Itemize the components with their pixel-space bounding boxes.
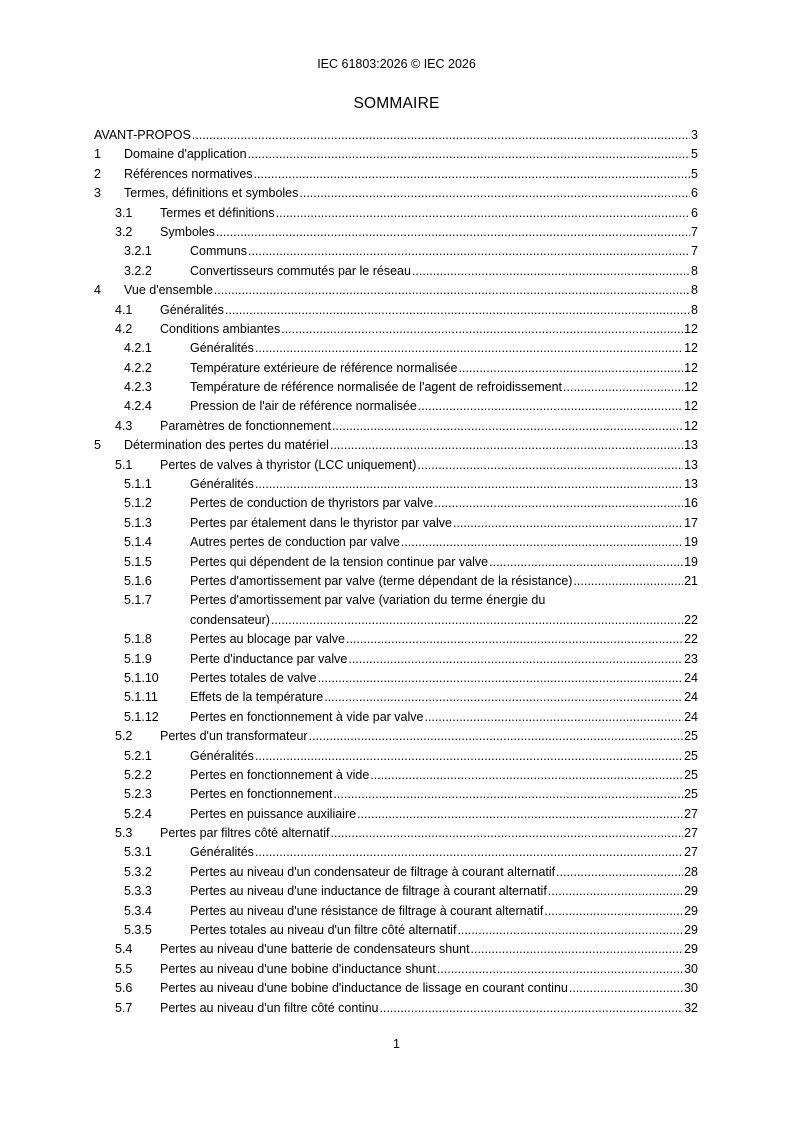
toc-entry-label [190, 669, 698, 688]
toc-entry-number: 5.1.12 [124, 709, 159, 724]
toc-entry-number: 4.2.1 [124, 341, 152, 356]
toc-entry-label [190, 553, 698, 572]
toc-entry-number: 3 [94, 186, 101, 201]
toc-entry-title: Détermination des pertes du matériel [124, 438, 329, 453]
toc-entry[interactable] [94, 727, 698, 746]
toc-entry-label [160, 727, 698, 746]
dot-leader [333, 785, 683, 804]
toc-entry[interactable] [94, 145, 698, 164]
toc-entry[interactable] [94, 281, 698, 300]
toc-entry-number: 5.2.3 [124, 787, 152, 802]
toc-entry-title: AVANT-PROPOS [94, 128, 191, 142]
dot-leader [357, 805, 683, 824]
toc-entry-label [190, 611, 698, 630]
toc-entry-page: 32 [684, 1000, 698, 1015]
toc-entry-number: 5.2 [115, 729, 133, 744]
toc-entry-page: 30 [684, 981, 698, 996]
toc-entry-label [190, 882, 698, 901]
toc-entry-title: Vue d'ensemble [124, 283, 213, 298]
toc-entry-title: Effets de la température [190, 690, 324, 705]
toc-entry-page: 22 [684, 612, 698, 627]
toc-entry-number: 5.1.5 [124, 554, 152, 569]
toc-entry-number: 5.1.3 [124, 515, 152, 530]
toc-entry-number: 3.2.2 [124, 263, 152, 278]
dot-leader [225, 301, 690, 320]
toc-entry-page: 19 [684, 554, 698, 569]
toc-entry[interactable] [94, 630, 698, 649]
toc-entry-title: Pertes au niveau d'une bobine d'inductance de lissage en courant continu [160, 981, 568, 996]
toc-entry-number: 5.6 [115, 981, 133, 996]
dot-leader [192, 126, 690, 145]
toc-entry-number: 4.2.2 [124, 360, 152, 375]
toc-entry-label [160, 417, 698, 436]
toc-entry-page: 21 [684, 573, 698, 588]
toc-entry[interactable] [94, 591, 698, 630]
toc-entry-page: 29 [684, 942, 698, 957]
toc-entry-page: 7 [691, 224, 698, 239]
toc-entry-number: 5.3.1 [124, 845, 152, 860]
toc-entry[interactable] [94, 708, 698, 727]
toc-entry-label [190, 688, 698, 707]
toc-entry-title: Pertes au niveau d'un condensateur de filtrage à courant alternatif [190, 864, 556, 879]
toc-entry-page: 7 [691, 244, 698, 259]
toc-entry-title: Température extérieure de référence normalisée [190, 360, 458, 375]
toc-entry-label [160, 301, 698, 320]
toc-entry[interactable] [94, 999, 698, 1018]
toc-entry-title: Communs [190, 244, 247, 259]
toc-entry-title: Pertes au niveau d'une résistance de filtrage à courant alternatif [190, 903, 544, 918]
dot-leader [248, 242, 690, 261]
toc-entry[interactable] [94, 320, 698, 339]
toc-entry[interactable] [94, 436, 698, 455]
toc-entry[interactable] [94, 126, 698, 145]
table-of-contents [94, 126, 698, 1018]
toc-entry-label [160, 979, 698, 998]
toc-entry-title: Pertes au blocage par valve [190, 632, 345, 647]
toc-entry-page: 24 [684, 709, 698, 724]
toc-entry-page: 27 [684, 826, 698, 841]
toc-entry[interactable] [94, 843, 698, 862]
toc-entry-page: 25 [684, 767, 698, 782]
toc-entry-label [190, 494, 698, 513]
toc-entry-label [190, 359, 698, 378]
dot-leader [556, 863, 683, 882]
toc-entry-page: 16 [684, 496, 698, 511]
dot-leader [544, 902, 683, 921]
toc-entry-label [124, 165, 698, 184]
toc-entry-label [124, 436, 698, 455]
toc-entry[interactable] [94, 359, 698, 378]
toc-entry-title: Pertes en fonctionnement à vide par valve [190, 709, 424, 724]
toc-entry-number: 5.1.8 [124, 632, 152, 647]
toc-entry-label [160, 940, 698, 959]
toc-entry-page: 27 [684, 845, 698, 860]
toc-entry-label [190, 514, 698, 533]
page-title: SOMMAIRE [353, 95, 440, 112]
toc-entry-page: 8 [691, 263, 698, 278]
toc-entry-number: 5.3 [115, 826, 133, 841]
toc-entry-number: 4.1 [115, 302, 133, 317]
toc-entry-label [190, 533, 698, 552]
toc-entry-number: 4.2.4 [124, 399, 152, 414]
toc-entry-number: 3.1 [115, 205, 133, 220]
toc-entry-page: 5 [691, 166, 698, 181]
dot-leader [271, 611, 683, 630]
toc-entry[interactable] [94, 262, 698, 281]
page-header: IEC 61803:2026 © IEC 2026 [317, 57, 476, 71]
toc-entry-label [190, 378, 698, 397]
toc-entry-page: 8 [691, 302, 698, 317]
toc-entry-title: Pertes en puissance auxiliaire [190, 806, 357, 821]
toc-entry-number: 5.2.4 [124, 806, 152, 821]
toc-entry-title: Généralités [190, 477, 254, 492]
toc-entry-number: 1 [94, 147, 101, 162]
dot-leader [401, 533, 683, 552]
toc-entry-title: Pertes au niveau d'une batterie de condensateurs shunt [160, 942, 470, 957]
toc-entry[interactable] [94, 204, 698, 223]
toc-entry-title: Généralités [190, 845, 254, 860]
toc-entry[interactable] [94, 553, 698, 572]
toc-entry-label [190, 843, 698, 862]
toc-entry-page: 12 [684, 321, 698, 336]
toc-entry-title: Convertisseurs commutés par le réseau [190, 263, 411, 278]
toc-entry-label [124, 145, 698, 164]
toc-entry-page: 24 [684, 690, 698, 705]
toc-entry[interactable] [94, 514, 698, 533]
toc-entry-label [160, 320, 698, 339]
dot-leader [417, 456, 683, 475]
toc-entry-number: 2 [94, 166, 101, 181]
dot-leader [324, 688, 683, 707]
toc-entry-page: 12 [684, 399, 698, 414]
toc-entry-page: 13 [684, 477, 698, 492]
dot-leader [471, 940, 684, 959]
toc-entry-label [190, 397, 698, 416]
dot-leader [255, 475, 683, 494]
toc-entry-label [190, 902, 698, 921]
dot-leader [418, 397, 683, 416]
toc-entry-number: 5.1.9 [124, 651, 152, 666]
dot-leader [563, 378, 683, 397]
toc-entry-number: 5.1.10 [124, 670, 159, 685]
toc-entry[interactable] [94, 979, 698, 998]
toc-entry[interactable] [94, 572, 698, 591]
toc-entry-title: Domaine d'application [124, 147, 247, 162]
toc-entry-label [190, 708, 698, 727]
toc-entry-page: 25 [684, 729, 698, 744]
toc-entry-page: 22 [684, 632, 698, 647]
toc-entry[interactable] [94, 747, 698, 766]
toc-entry-page: 29 [684, 923, 698, 938]
toc-entry[interactable] [94, 417, 698, 436]
toc-entry-title: condensateur) [190, 612, 270, 627]
dot-leader [330, 436, 683, 455]
dot-leader [317, 669, 683, 688]
dot-leader [489, 553, 683, 572]
toc-entry-number: 5.3.4 [124, 903, 152, 918]
toc-entry-label [160, 204, 698, 223]
toc-entry-number: 5.1.11 [124, 690, 158, 705]
toc-entry-page: 8 [691, 283, 698, 298]
dot-leader [214, 281, 690, 300]
toc-entry-number: 5.7 [115, 1000, 133, 1015]
toc-entry[interactable] [94, 339, 698, 358]
toc-entry-label [190, 766, 698, 785]
dot-leader [254, 165, 691, 184]
toc-entry[interactable] [94, 165, 698, 184]
toc-entry-title: Pertes au niveau d'une inductance de filtrage à courant alternatif [190, 884, 547, 899]
toc-entry[interactable] [94, 940, 698, 959]
toc-entry-label [190, 242, 698, 261]
toc-entry-title: Pression de l'air de référence normalisée [190, 399, 417, 414]
toc-entry-title: Paramètres de fonctionnement [160, 418, 331, 433]
toc-entry-title: Termes, définitions et symboles [124, 186, 299, 201]
toc-entry-page: 25 [684, 748, 698, 763]
toc-entry[interactable] [94, 863, 698, 882]
dot-leader [276, 204, 690, 223]
dot-leader [255, 843, 683, 862]
toc-entry-page: 13 [684, 457, 698, 472]
toc-entry-title: Conditions ambiantes [160, 321, 281, 336]
dot-leader [548, 882, 683, 901]
dot-leader [248, 145, 690, 164]
toc-entry-title: Pertes au niveau d'une bobine d'inductance shunt [160, 961, 436, 976]
toc-entry-title: Termes et définitions [160, 205, 275, 220]
dot-leader [453, 514, 683, 533]
toc-entry[interactable] [94, 533, 698, 552]
toc-entry[interactable] [94, 882, 698, 901]
toc-entry-title: Pertes totales de valve [190, 670, 317, 685]
toc-entry-page: 30 [684, 961, 698, 976]
toc-entry-number: 3.2.1 [124, 244, 152, 259]
toc-entry-number: 5.1.2 [124, 496, 152, 511]
dot-leader [346, 630, 683, 649]
toc-entry-label [190, 475, 698, 494]
toc-entry[interactable] [94, 902, 698, 921]
toc-entry-title: Pertes en fonctionnement à vide [190, 767, 370, 782]
dot-leader [309, 727, 683, 746]
toc-entry-label [190, 262, 698, 281]
toc-entry-page: 3 [691, 128, 698, 142]
dot-leader [569, 979, 683, 998]
toc-entry-number: 5.3.5 [124, 923, 152, 938]
toc-entry-label [190, 747, 698, 766]
toc-entry-page: 5 [691, 147, 698, 162]
toc-entry-label [190, 650, 698, 669]
dot-leader [412, 262, 690, 281]
page-number: 1 [393, 1037, 400, 1051]
toc-entry-label [190, 785, 698, 804]
toc-entry-page: 13 [684, 438, 698, 453]
toc-entry-title: Généralités [190, 748, 254, 763]
toc-entry-label [160, 960, 698, 979]
toc-entry-page: 23 [684, 651, 698, 666]
toc-entry-title: Perte d'inductance par valve [190, 651, 348, 666]
toc-entry-label [190, 572, 698, 591]
toc-entry-number: 5.1 [115, 457, 133, 472]
toc-entry-label [94, 126, 698, 145]
toc-entry-page: 29 [684, 903, 698, 918]
toc-entry-number: 5.1.1 [124, 477, 152, 492]
dot-leader [370, 766, 683, 785]
toc-entry-title: Pertes en fonctionnement [190, 787, 333, 802]
dot-leader [348, 650, 683, 669]
toc-entry-title-line1: Pertes d'amortissement par valve (variation du terme énergie du [190, 593, 546, 608]
toc-entry[interactable] [94, 824, 698, 843]
toc-entry-title: Pertes au niveau d'un filtre côté continu [160, 1000, 379, 1015]
toc-entry-page: 17 [684, 515, 698, 530]
dot-leader [459, 359, 684, 378]
toc-entry[interactable] [94, 223, 698, 242]
toc-entry-page: 27 [684, 806, 698, 821]
toc-entry-page: 12 [684, 341, 698, 356]
toc-entry-number: 4 [94, 283, 101, 298]
toc-entry-page: 29 [684, 884, 698, 899]
dot-leader [424, 708, 683, 727]
toc-entry-page: 6 [691, 186, 698, 201]
toc-entry[interactable] [94, 378, 698, 397]
toc-entry-number: 5.1.4 [124, 535, 152, 550]
toc-entry-number: 5.2.2 [124, 767, 152, 782]
toc-entry-number: 5.2.1 [124, 748, 152, 763]
toc-entry-label [160, 456, 698, 475]
toc-entry-number: 4.3 [115, 418, 133, 433]
toc-entry-title: Références normatives [124, 166, 253, 181]
toc-entry-title: Symboles [160, 224, 215, 239]
dot-leader [331, 824, 684, 843]
toc-entry-label [190, 339, 698, 358]
toc-entry[interactable] [94, 475, 698, 494]
toc-entry-title: Pertes de conduction de thyristors par valve [190, 496, 434, 511]
toc-entry[interactable] [94, 650, 698, 669]
toc-entry-page: 19 [684, 535, 698, 550]
dot-leader [380, 999, 684, 1018]
toc-entry[interactable] [94, 921, 698, 940]
toc-entry-page: 12 [684, 380, 698, 395]
toc-entry[interactable] [94, 397, 698, 416]
dot-leader [281, 320, 683, 339]
toc-entry-label [160, 223, 698, 242]
dot-leader [573, 572, 683, 591]
toc-entry-label [160, 824, 698, 843]
toc-entry-title: Pertes qui dépendent de la tension continue par valve [190, 554, 489, 569]
toc-entry-title: Pertes totales au niveau d'un filtre côté alternatif [190, 923, 457, 938]
toc-entry-number: 5.3.2 [124, 864, 152, 879]
toc-entry-label [160, 999, 698, 1018]
toc-entry-label [124, 184, 698, 203]
toc-entry-number: 5 [94, 438, 101, 453]
toc-entry[interactable] [94, 805, 698, 824]
toc-entry-title: Pertes d'amortissement par valve (terme dépendant de la résistance) [190, 573, 573, 588]
dot-leader [299, 184, 690, 203]
toc-entry-number: 5.1.6 [124, 573, 152, 588]
dot-leader [457, 921, 683, 940]
toc-entry[interactable] [94, 184, 698, 203]
toc-entry-title: Généralités [190, 341, 254, 356]
toc-entry-page: 28 [684, 864, 698, 879]
toc-entry-title: Pertes d'un transformateur [160, 729, 308, 744]
toc-entry-label [190, 630, 698, 649]
toc-entry[interactable] [94, 301, 698, 320]
toc-entry-number: 5.1.7 [124, 593, 152, 608]
dot-leader [255, 747, 683, 766]
toc-entry-title: Pertes de valves à thyristor (LCC uniquement) [160, 457, 417, 472]
toc-entry-number: 4.2.3 [124, 380, 152, 395]
toc-entry-page: 25 [684, 787, 698, 802]
toc-entry[interactable] [94, 688, 698, 707]
toc-entry[interactable] [94, 785, 698, 804]
toc-entry-label [190, 805, 698, 824]
toc-entry[interactable] [94, 766, 698, 785]
dot-leader [255, 339, 683, 358]
dot-leader [437, 960, 683, 979]
toc-entry-number: 5.5 [115, 961, 133, 976]
toc-entry-page: 6 [691, 205, 698, 220]
toc-entry-label [190, 863, 698, 882]
toc-entry[interactable] [94, 960, 698, 979]
toc-entry-number: 4.2 [115, 321, 133, 336]
toc-entry-title: Pertes par filtres côté alternatif [160, 826, 330, 841]
toc-entry-number: 5.4 [115, 942, 133, 957]
toc-entry[interactable] [94, 242, 698, 261]
toc-entry-page: 24 [684, 670, 698, 685]
dot-leader [434, 494, 683, 513]
toc-entry[interactable] [94, 456, 698, 475]
toc-entry-title: Autres pertes de conduction par valve [190, 535, 400, 550]
dot-leader [216, 223, 690, 242]
toc-entry[interactable] [94, 494, 698, 513]
toc-entry-title: Pertes par étalement dans le thyristor par valve [190, 515, 452, 530]
toc-entry-label [124, 281, 698, 300]
toc-entry-number: 5.3.3 [124, 884, 152, 899]
toc-entry-page: 12 [684, 418, 698, 433]
toc-entry-page: 12 [684, 360, 698, 375]
dot-leader [332, 417, 683, 436]
toc-entry-label [190, 921, 698, 940]
toc-entry-title: Généralités [160, 302, 224, 317]
toc-entry-title: Température de référence normalisée de l'agent de refroidissement [190, 380, 563, 395]
toc-entry-number: 3.2 [115, 224, 133, 239]
toc-entry[interactable] [94, 669, 698, 688]
